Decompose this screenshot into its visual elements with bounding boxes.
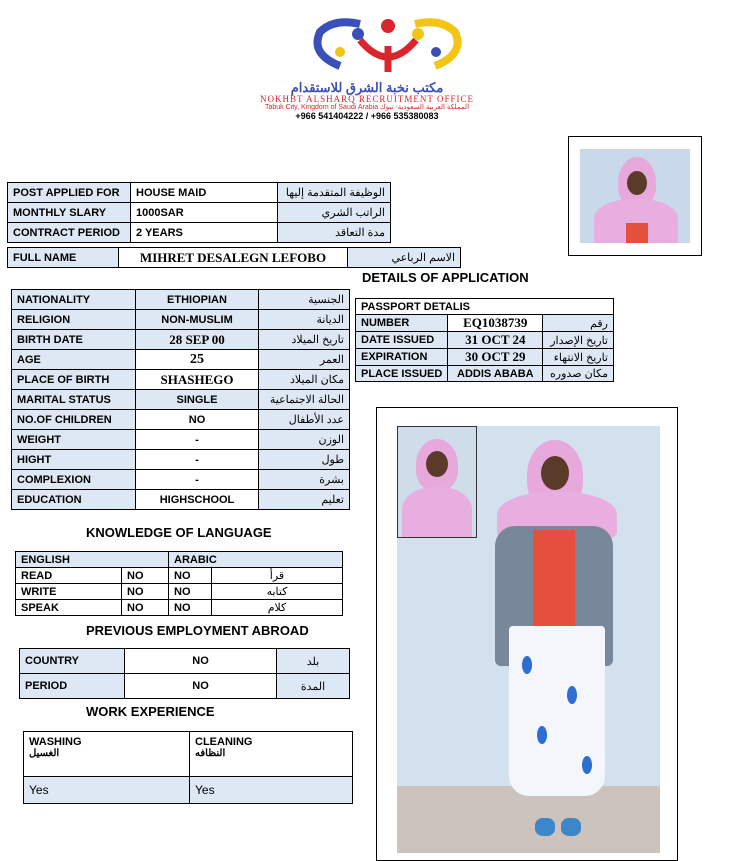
marital-status-label: MARITAL STATUS xyxy=(12,390,136,410)
religion-label: RELIGION xyxy=(12,310,136,330)
passport-title-row xyxy=(356,299,614,315)
details-title: DETAILS OF APPLICATION xyxy=(362,270,529,285)
country-arabic: بلد xyxy=(277,649,350,674)
work-value-row xyxy=(24,777,353,804)
passport-row xyxy=(356,366,614,382)
personal-row xyxy=(12,370,350,390)
personal-row xyxy=(12,350,350,370)
read-label: READ xyxy=(16,568,122,584)
salary-arabic: الراتب الشري xyxy=(278,203,391,223)
language-row xyxy=(16,568,343,584)
washing-label: WASHING xyxy=(29,736,82,748)
cleaning-arabic: النظافه xyxy=(195,748,226,759)
education-label: EDUCATION xyxy=(12,490,136,510)
birth-date-value: 28 SEP 00 xyxy=(136,330,259,350)
logo-head-center xyxy=(381,19,395,33)
full-body-photo xyxy=(397,426,660,853)
religion-value: NON-MUSLIM xyxy=(136,310,259,330)
inset-photo xyxy=(397,426,477,538)
read-arabic-value: NO xyxy=(169,568,212,584)
logo-head-right xyxy=(412,28,424,40)
employment-table xyxy=(19,648,350,699)
write-english: NO xyxy=(122,584,169,600)
salary-value: 1000SAR xyxy=(131,203,278,223)
complexion-value: - xyxy=(136,470,259,490)
full-name-value: MIHRET DESALEGN LEFOBO xyxy=(119,248,348,268)
personal-row xyxy=(12,390,350,410)
work-table xyxy=(23,731,353,804)
children-arabic: عدد الأطفال xyxy=(259,410,350,430)
passport-number-value: EQ1038739 xyxy=(448,315,543,332)
personal-row xyxy=(12,410,350,430)
personal-row xyxy=(12,450,350,470)
passport-expiry-label: EXPIRATION xyxy=(356,349,448,366)
post-row xyxy=(8,183,391,203)
logo-yellow-arc xyxy=(415,22,458,66)
age-arabic: العمر xyxy=(259,350,350,370)
weight-label: WEIGHT xyxy=(12,430,136,450)
passport-row xyxy=(356,349,614,366)
marital-status-arabic: الحالة الاجتماعية xyxy=(259,390,350,410)
personal-row xyxy=(12,310,350,330)
nationality-label: NATIONALITY xyxy=(12,290,136,310)
height-value: - xyxy=(136,450,259,470)
company-address: Tabuk City, Kingdom of Saudi Arabia المملكة العربية السعودية- تبوك xyxy=(264,104,470,111)
language-table xyxy=(15,551,343,616)
country-value: NO xyxy=(125,649,277,674)
marital-status-value: SINGLE xyxy=(136,390,259,410)
weight-arabic: الوزن xyxy=(259,430,350,450)
full-name-table xyxy=(7,247,461,268)
washing-arabic: الغسيل xyxy=(29,748,60,759)
nationality-value: ETHIOPIAN xyxy=(136,290,259,310)
education-value: HIGHSCHOOL xyxy=(136,490,259,510)
place-of-birth-label: PLACE OF BIRTH xyxy=(12,370,136,390)
passport-place-label: PLACE ISSUED xyxy=(356,366,448,382)
period-arabic: المدة xyxy=(277,674,350,699)
speak-label: SPEAK xyxy=(16,600,122,616)
passport-issued-value: 31 OCT 24 xyxy=(448,332,543,349)
religion-arabic: الديانة xyxy=(259,310,350,330)
speak-arabic-value: NO xyxy=(169,600,212,616)
passport-number-arabic: رقم xyxy=(543,315,614,332)
full-body-photo-frame xyxy=(376,407,678,861)
contract-value: 2 YEARS xyxy=(131,223,278,243)
write-arabic: كتابه xyxy=(212,584,343,600)
place-of-birth-value: SHASHEGO xyxy=(136,370,259,390)
post-arabic: الوظيفة المتقدمة إليها xyxy=(278,183,391,203)
post-label: POST APPLIED FOR xyxy=(8,183,131,203)
write-arabic-value: NO xyxy=(169,584,212,600)
employment-title: PREVIOUS EMPLOYMENT ABROAD xyxy=(86,623,309,638)
passport-row xyxy=(356,315,614,332)
personal-row xyxy=(12,290,350,310)
full-name-row xyxy=(8,248,461,268)
education-arabic: تعليم xyxy=(259,490,350,510)
logo-dot-right xyxy=(431,47,441,57)
logo-dot-left xyxy=(335,47,345,57)
language-header-row xyxy=(16,552,343,568)
cleaning-label: CLEANING xyxy=(195,736,253,748)
passport-row xyxy=(356,332,614,349)
passport-table xyxy=(355,298,614,382)
passport-photo xyxy=(580,149,690,243)
company-english-name: NOKHBT ALSHARQ RECRUITMENT OFFICE xyxy=(260,94,474,104)
children-label: NO.OF CHILDREN xyxy=(12,410,136,430)
height-arabic: طول xyxy=(259,450,350,470)
logo-blue-arc xyxy=(318,22,361,66)
place-of-birth-arabic: مكان الميلاد xyxy=(259,370,350,390)
language-english-header: ENGLISH xyxy=(16,552,169,568)
period-value: NO xyxy=(125,674,277,699)
passport-place-value: ADDIS ABABA xyxy=(448,366,543,382)
language-row xyxy=(16,600,343,616)
salary-label: MONTHLY SLARY xyxy=(8,203,131,223)
post-value: HOUSE MAID xyxy=(131,183,278,203)
passport-photo-frame xyxy=(568,136,702,256)
post-table xyxy=(7,182,391,243)
complexion-label: COMPLEXION xyxy=(12,470,136,490)
company-arabic-name: مكتب نخبة الشرق للاستقدام xyxy=(290,80,444,95)
age-label: AGE xyxy=(12,350,136,370)
washing-value: Yes xyxy=(24,777,190,804)
passport-issued-label: DATE ISSUED xyxy=(356,332,448,349)
speak-arabic: كلام xyxy=(212,600,343,616)
personal-row xyxy=(12,470,350,490)
company-phones: +966 541404222 / +966 535380083 xyxy=(295,111,439,121)
birth-date-label: BIRTH DATE xyxy=(12,330,136,350)
salary-row xyxy=(8,203,391,223)
employment-row xyxy=(20,649,350,674)
passport-place-arabic: مكان صدوره xyxy=(543,366,614,382)
contract-arabic: مدة التعاقد xyxy=(278,223,391,243)
full-name-label: FULL NAME xyxy=(8,248,119,268)
employment-row xyxy=(20,674,350,699)
height-label: HIGHT xyxy=(12,450,136,470)
read-arabic: قرأ xyxy=(212,568,343,584)
passport-title: PASSPORT DETALIS xyxy=(356,299,614,315)
cleaning-cell xyxy=(190,732,353,777)
weight-value: - xyxy=(136,430,259,450)
contract-label: CONTRACT PERIOD xyxy=(8,223,131,243)
write-label: WRITE xyxy=(16,584,122,600)
language-row xyxy=(16,584,343,600)
personal-row xyxy=(12,330,350,350)
passport-expiry-value: 30 OCT 29 xyxy=(448,349,543,366)
washing-cell xyxy=(24,732,190,777)
company-logo xyxy=(300,14,475,86)
personal-table xyxy=(11,289,350,510)
birth-date-arabic: تاريخ الميلاد xyxy=(259,330,350,350)
speak-english: NO xyxy=(122,600,169,616)
logo-head-left xyxy=(352,28,364,40)
nationality-arabic: الجنسية xyxy=(259,290,350,310)
passport-expiry-arabic: تاريخ الانتهاء xyxy=(543,349,614,366)
passport-number-label: NUMBER xyxy=(356,315,448,332)
cleaning-value: Yes xyxy=(190,777,353,804)
period-label: PERIOD xyxy=(20,674,125,699)
work-title: WORK EXPERIENCE xyxy=(86,704,215,719)
language-title: KNOWLEDGE OF LANGUAGE xyxy=(86,525,272,540)
full-name-arabic: الاسم الرباعي xyxy=(348,248,461,268)
read-english: NO xyxy=(122,568,169,584)
country-label: COUNTRY xyxy=(20,649,125,674)
complexion-arabic: بشرة xyxy=(259,470,350,490)
children-value: NO xyxy=(136,410,259,430)
language-arabic-header: ARABIC xyxy=(169,552,343,568)
age-value: 25 xyxy=(136,350,259,370)
work-header-row xyxy=(24,732,353,777)
passport-issued-arabic: تاريخ الإصدار xyxy=(543,332,614,349)
contract-row xyxy=(8,223,391,243)
personal-row xyxy=(12,430,350,450)
personal-row xyxy=(12,490,350,510)
